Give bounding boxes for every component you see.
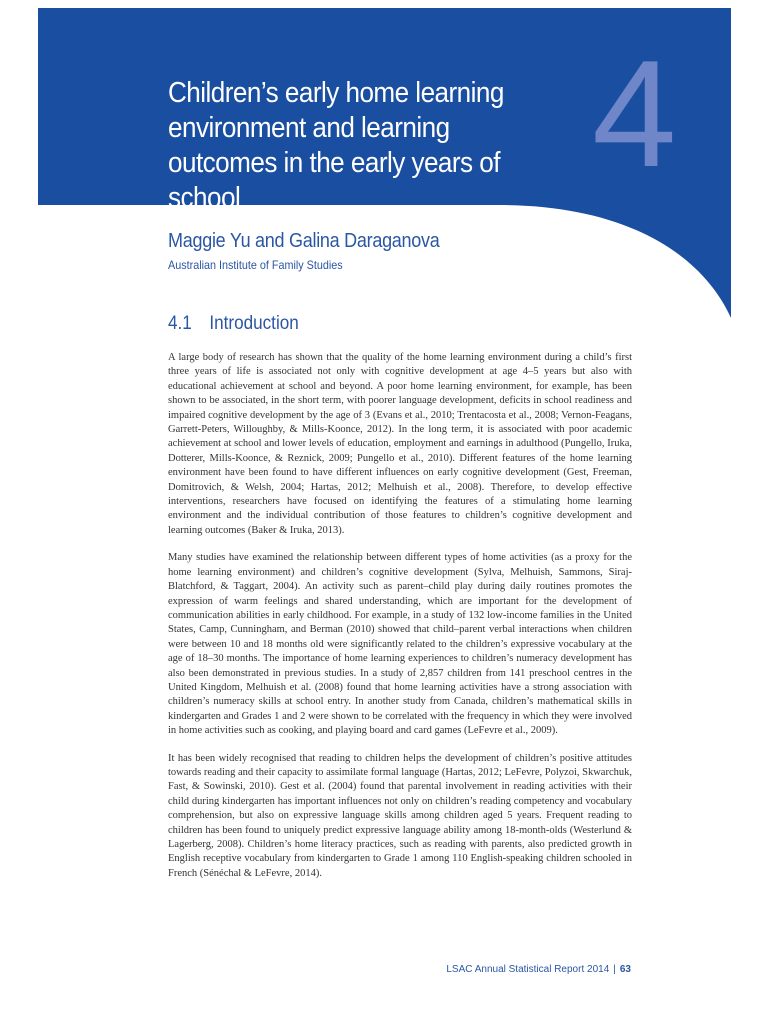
report-name: LSAC Annual Statistical Report 2014 <box>446 964 610 975</box>
chapter-title: Children’s early home learning environment and learning outcomes in the early years of school <box>168 77 504 214</box>
paragraph: It has been widely recognised that reading to children helps the development of children’s positive attitudes towards reading and their capacity to assimilate formal language (Hartas, 2012; LeFevre, Polyzoi, Skwarchuk, Fast, & Sowinski, 2010). Gest et al. (2004) found that parental involvement in reading activities with their child during kindergarten has important influences not only on children’s reading competency and vocabulary comprehension, but also on expressive language skills among children aged 5 years. Frequent reading to children has been found to uniquely predict expressive language ability among 18-month-olds (Westerlund & Lagerberg, 2008). Children’s home literacy practices, such as reading with parents, also predicted growth in English receptive vocabulary from kindergarten to Grade 1 among 110 English-speaking children schooled in French (Sénéchal & LeFevre, 2014). <box>168 752 632 879</box>
page-footer <box>446 964 631 975</box>
footer-separator: | <box>613 964 616 975</box>
section-number: 4.1 <box>168 313 192 334</box>
author-names: Maggie Yu and Galina Daraganova <box>168 230 440 252</box>
paragraph: A large body of research has shown that the quality of the home learning environment during a child’s first three years of life is associated not only with cognitive development at age 4–5 years but also with educational achievement at school and beyond. A poor home learning environment, for example, has been shown to be associated, in the short term, with poorer language development, deficits in school readiness and impaired cognitive development by the age of 3 (Evans et al., 2010; Trentacosta et al., 2008; Vernon-Feagans, Garrett-Peters, Willoughby, & Mills-Koonce, 2012). In the long term, it is associated with poor academic achievement at school and lower levels of education, employment and earnings in adulthood (Pungello, Iruka, Dotterer, Mills-Koonce, & Reznick, 2009; Pungello et al., 2010). Different features of the home learning environment have been found to have different influences on early cognitive development (Gest, Freeman, Domitrovich, & Welsh, 2004; Hartas, 2012; Melhuish et al., 2008). Therefore, to develop effective interventions, researchers have focused on identifying the features of a stimulating home learning environment and the individual contribution of those features to children’s cognitive development and learning outcomes (Baker & Iruka, 2013). <box>168 352 632 536</box>
section-title: Introduction <box>209 313 299 334</box>
body-text <box>168 351 632 894</box>
paragraph: Many studies have examined the relationship between different types of home activities (as a proxy for the home learning environment) and children’s cognitive development (Sylva, Melhuish, Sammons, Siraj-Blatchford, & Taggart, 2004). An activity such as parent–child play during daily routines promotes the expression of warm feelings and shared understanding, which are important for the development of communication abilities in early childhood. For example, in a study of 132 low-income families in the United States, Camp, Cunningham, and Berman (2010) showed that child–parent verbal interactions when children were between 10 and 18 months old were significantly related to the children’s expressive vocabulary at the age of 18–30 months. The importance of home learning experiences to children’s numeracy development has also been demonstrated in previous studies. In a study of 2,857 children from 141 preschool centres in the United Kingdom, Melhuish et al. (2008) found that home learning activities have a strong association with children’s numeracy skills at school entry. In another study from Canada, children’s mathematical skills in kindergarten and Grades 1 and 2 were shown to be correlated with the frequency in which they were involved in home activities such as cooking, and playing board and card games (LeFevre et al., 2009). <box>168 552 632 737</box>
chapter-number: 4 <box>592 29 677 199</box>
author-affiliation: Australian Institute of Family Studies <box>168 258 343 272</box>
page-number: 63 <box>619 964 631 975</box>
section-heading <box>168 313 299 335</box>
